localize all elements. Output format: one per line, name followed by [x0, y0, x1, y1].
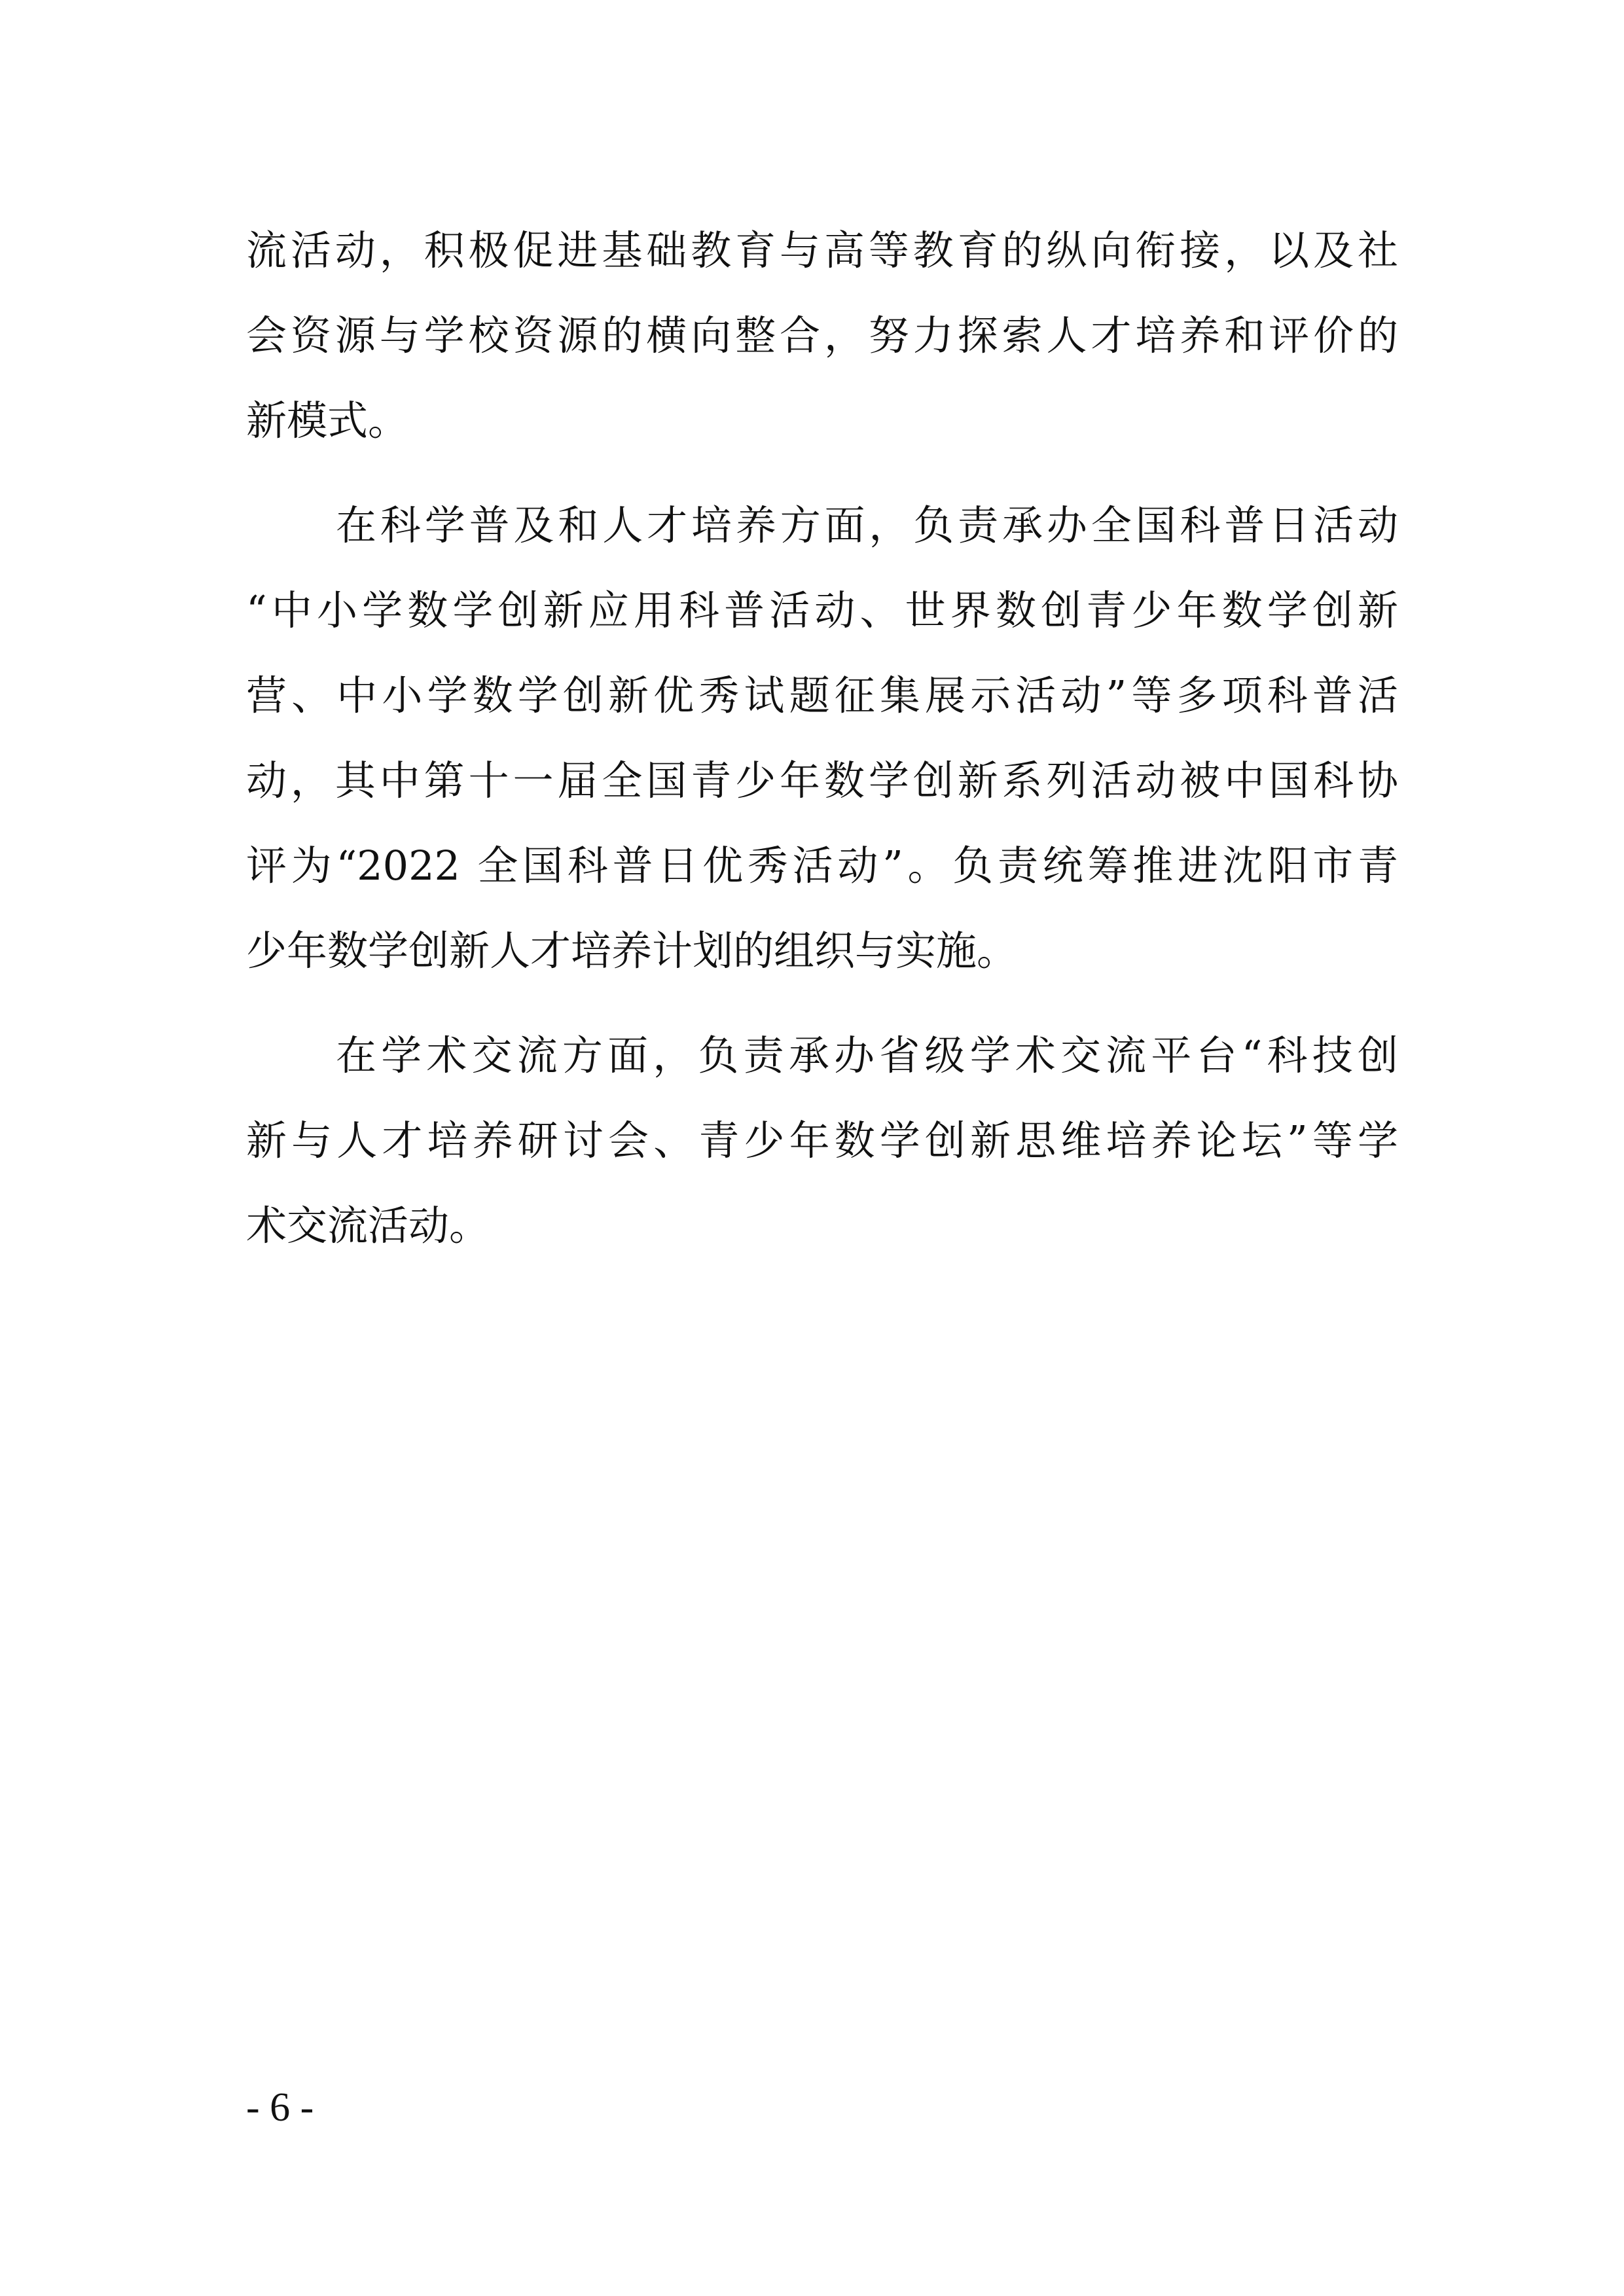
paragraph-1 [246, 208, 1398, 463]
body-text [246, 208, 1398, 1268]
text-line: 术交流活动。 [246, 1202, 490, 1249]
text-line: 在科学普及和人才培养方面，负责承办全国科普日活动 [336, 501, 1398, 549]
paragraph-2 [246, 483, 1398, 994]
text-line: 流活动，积极促进基础教育与高等教育的纵向衔接，以及社 [246, 226, 1398, 274]
text-line: 动，其中第十一届全国青少年数学创新系列活动被中国科协 [246, 757, 1398, 804]
page-number: - 6 - [246, 2085, 314, 2130]
paragraph-spacing [246, 463, 1398, 483]
text-line: “中小学数学创新应用科普活动、世界数创青少年数学创新 [246, 586, 1398, 634]
paragraph-3 [246, 1013, 1398, 1268]
text-line: 营、中小学数学创新优秀试题征集展示活动”等多项科普活 [246, 672, 1398, 719]
paragraph-spacing [246, 994, 1398, 1013]
text-line: 评为“2022 全国科普日优秀活动”。负责统筹推进沈阳市青 [246, 842, 1398, 889]
text-line: 新模式。 [246, 397, 409, 444]
text-line: 会资源与学校资源的横向整合，努力探索人才培养和评价的 [246, 312, 1398, 359]
text-line: 少年数学创新人才培养计划的组织与实施。 [246, 927, 1018, 975]
text-line: 新与人才培养研讨会、青少年数学创新思维培养论坛”等学 [246, 1117, 1398, 1164]
text-line: 在学术交流方面，负责承办省级学术交流平台“科技创 [336, 1031, 1398, 1079]
